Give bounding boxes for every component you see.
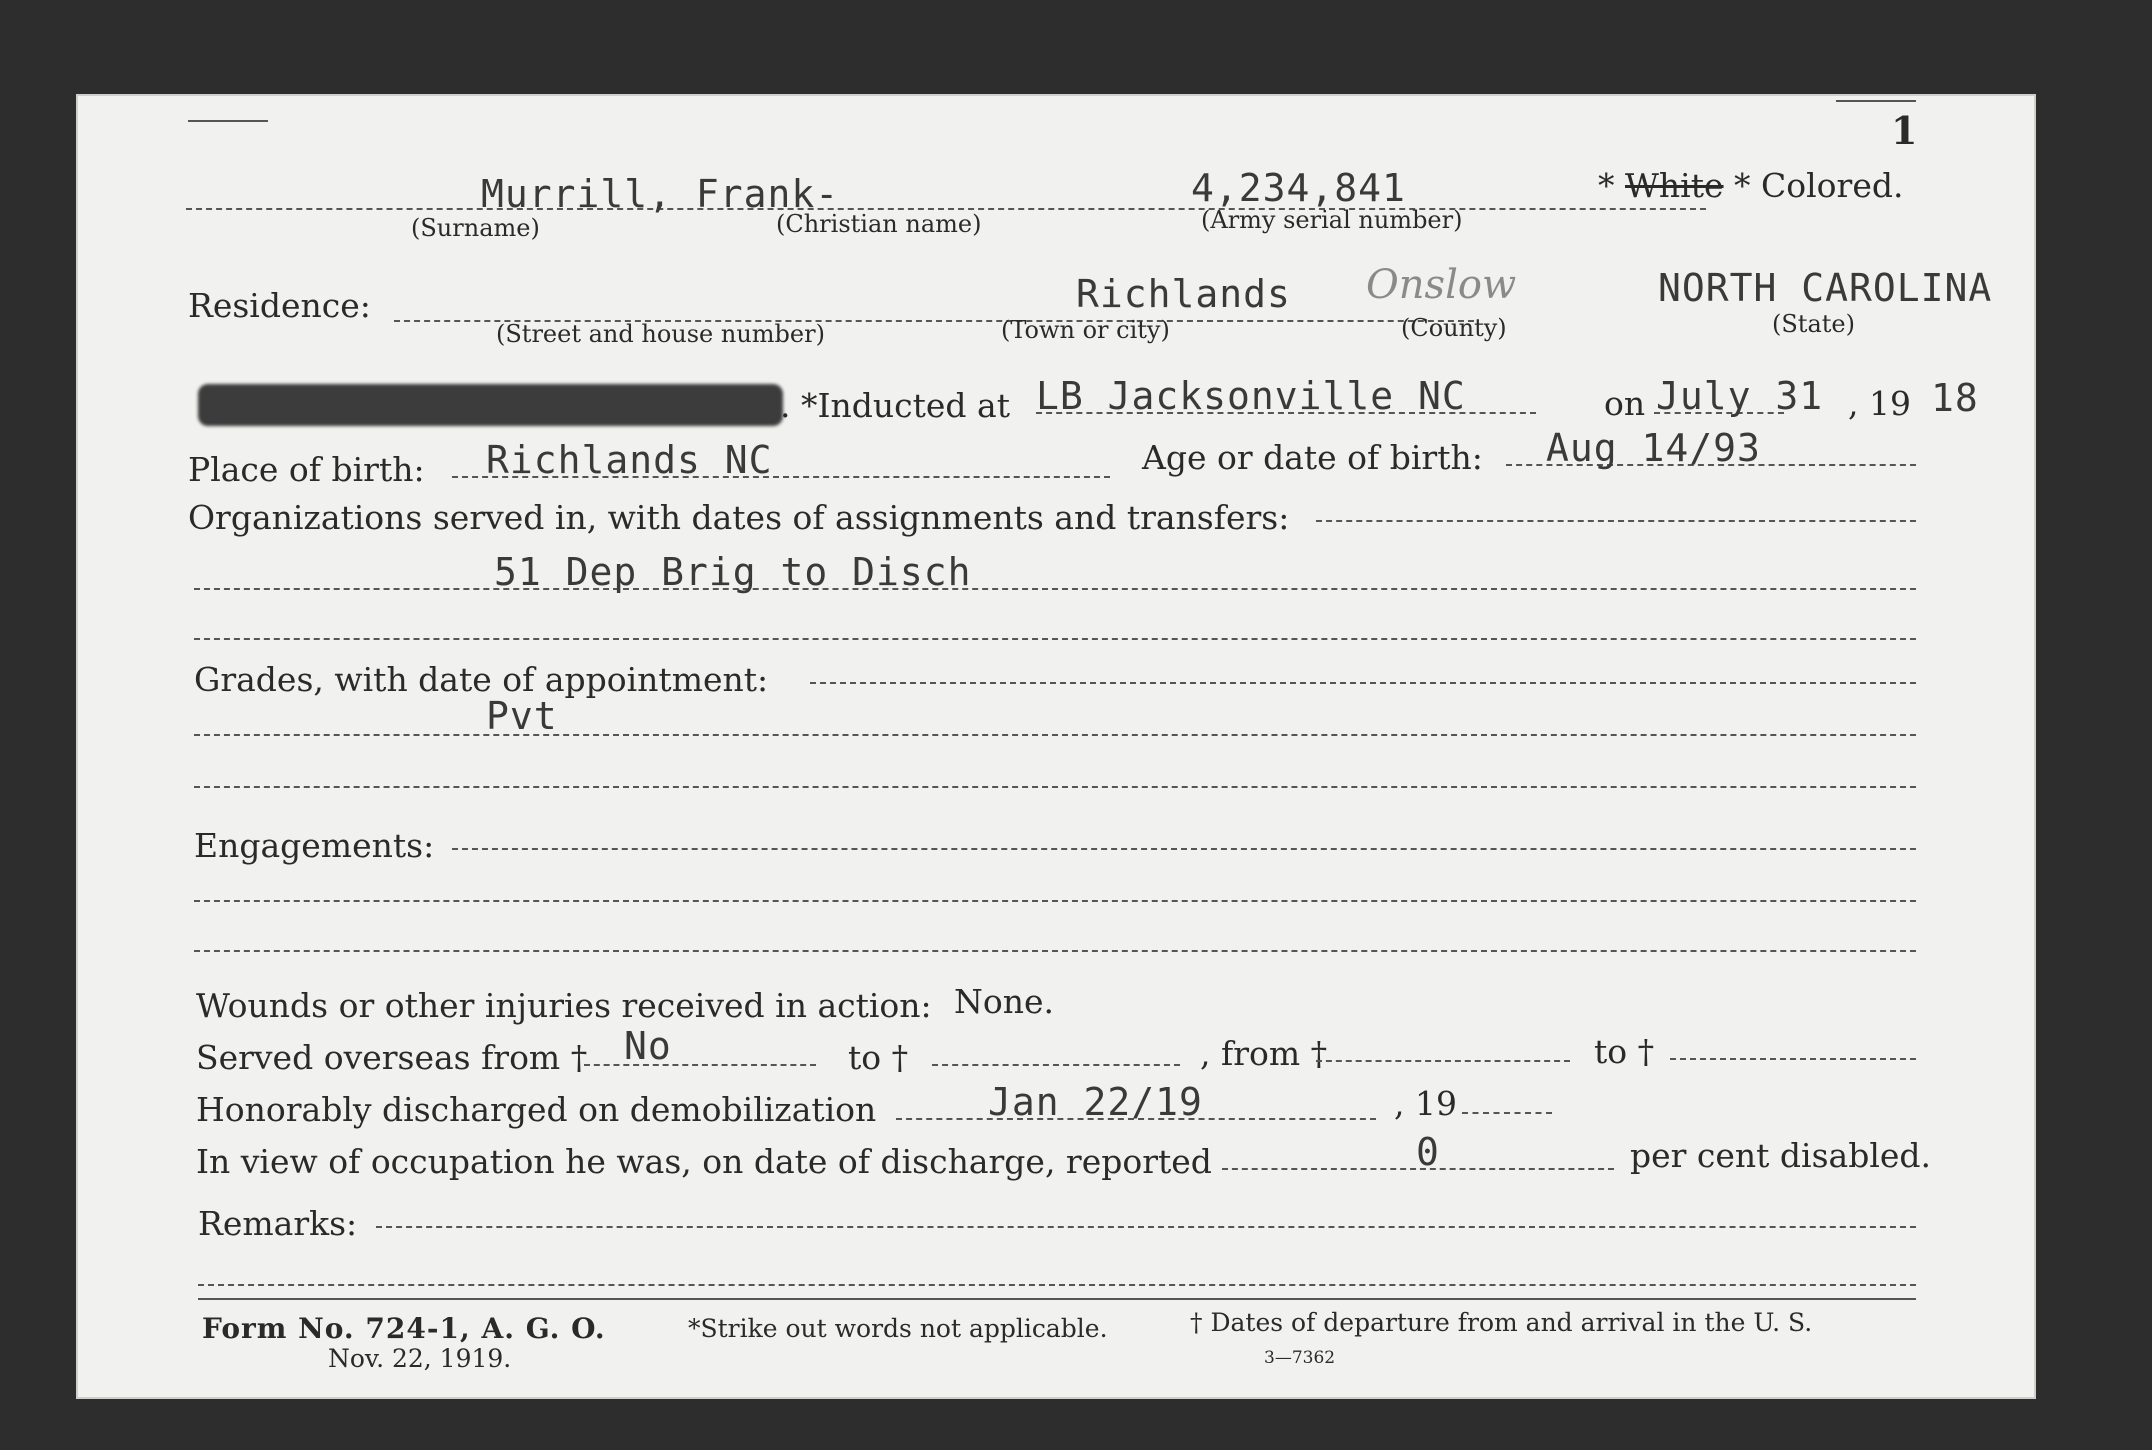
engagements-label: Engagements: [194,826,435,865]
grades-line-3 [194,786,1916,788]
corner-mark-left [188,120,268,122]
discharge-year-prefix: , 19 [1394,1084,1457,1123]
disability-label: In view of occupation he was, on date of discharge, reported [196,1142,1212,1181]
remarks-line-2 [198,1284,1916,1286]
inducted-year-value: 18 [1931,376,1979,420]
place-of-birth-value: Richlands NC [486,438,773,482]
inducted-at-label: . *Inducted at [780,386,1010,425]
remarks-label: Remarks: [198,1204,358,1243]
serial-caption: (Army serial number) [1201,206,1463,234]
discharge-label: Honorably discharged on demobilization [196,1090,877,1129]
inducted-date-value: July 31 [1656,374,1824,418]
overseas-line-1 [584,1064,816,1066]
card-number: 1 [1891,108,1918,153]
age-label: Age or date of birth: [1142,438,1483,477]
town-caption: (Town or city) [1001,316,1170,344]
org-line-1 [1316,520,1916,522]
organizations-label: Organizations served in, with dates of assignments and transfers: [188,498,1290,537]
street-caption: (Street and house number) [496,320,825,348]
on-label: on [1604,384,1646,423]
residence-label: Residence: [188,286,371,325]
overseas-to-label-1: to † [848,1038,909,1077]
residence-town-value: Richlands [1076,272,1291,316]
form-number: Form No. 724-1, A. G. O. [202,1312,606,1345]
state-caption: (State) [1772,310,1855,338]
overseas-line-3 [1316,1060,1570,1062]
residence-state-value: NORTH CAROLINA [1658,266,1993,310]
wounds-value: None. [954,982,1055,1021]
corner-mark-right [1836,100,1916,102]
overseas-line-4 [1670,1058,1916,1060]
dates-note: † Dates of departure from and arrival in the U. S. [1190,1308,1813,1337]
org-line-2 [194,588,1916,590]
race-colored: Colored. [1761,166,1904,205]
org-line-3 [194,638,1916,640]
race-field: * White * Colored. [1598,166,1904,205]
strike-note: *Strike out words not applicable. [688,1314,1108,1343]
engagements-line-2 [194,900,1916,902]
overseas-label: Served overseas from † [196,1038,588,1077]
inducted-at-value: LB Jacksonville NC [1036,374,1466,418]
service-record-card [76,94,2036,1399]
year-prefix: , 19 [1848,384,1911,423]
grades-label: Grades, with date of appointment: [194,660,769,699]
name-value: Murrill, Frank- [481,172,840,216]
remarks-line-1 [376,1226,1916,1228]
grades-line-1 [810,682,1916,684]
form-date: Nov. 22, 1919. [328,1344,512,1373]
overseas-from-label-2: , from † [1200,1034,1328,1073]
engagements-line-3 [194,950,1916,952]
discharge-year-line [1462,1112,1552,1114]
discharge-date-value: Jan 22/19 [988,1080,1203,1124]
overseas-value: No [624,1024,672,1068]
overseas-line-2 [932,1064,1180,1066]
race-white-struck: White [1625,166,1724,205]
grades-value: Pvt [486,694,558,738]
disability-value: 0 [1416,1130,1440,1174]
serial-number-value: 4,234,841 [1191,166,1406,210]
overseas-to-label-2: to † [1594,1032,1655,1071]
county-caption: (County) [1401,314,1507,342]
grades-line-2 [194,734,1916,736]
residence-county-value: Onslow [1366,262,1517,308]
place-of-birth-label: Place of birth: [188,450,425,489]
redacted-enlisted-field [198,384,783,426]
date-of-birth-value: Aug 14/93 [1546,426,1761,470]
print-code: 3—7362 [1264,1348,1336,1368]
surname-caption: (Surname) [411,214,540,242]
engagements-line-1 [452,848,1916,850]
footer-rule [198,1298,1916,1300]
wounds-label: Wounds or other injuries received in action: [196,986,932,1025]
christian-name-caption: (Christian name) [776,210,982,238]
organizations-value: 51 Dep Brig to Disch [494,550,972,594]
disability-suffix: per cent disabled. [1630,1136,1932,1175]
